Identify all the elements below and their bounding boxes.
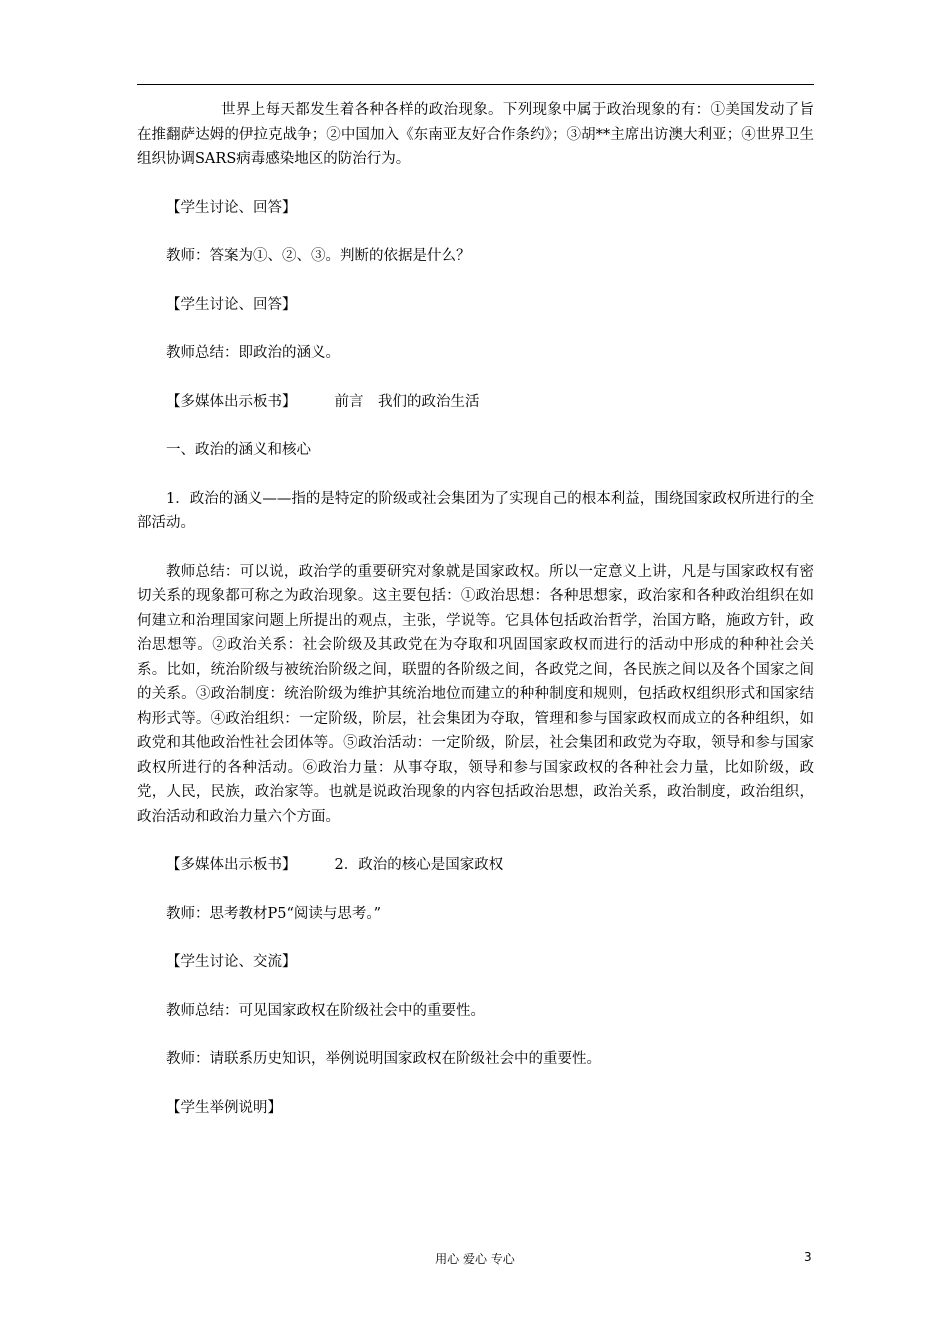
paragraph-teacher-think: 教师：思考教材P5“阅读与思考。” bbox=[166, 905, 382, 922]
header-rule bbox=[137, 84, 814, 85]
paragraph-definition: 1．政治的涵义——指的是特定的阶级或社会集团为了实现自己的根本利益，围绕国家政权所进行的全部活动。 bbox=[137, 490, 814, 531]
board-label: 【多媒体出示板书】 bbox=[166, 857, 297, 873]
board-text: 前言 我们的政治生活 bbox=[334, 393, 480, 410]
paragraph-student-exchange: 【学生讨论、交流】 bbox=[166, 954, 297, 970]
paragraph-board-2 bbox=[137, 853, 814, 878]
paragraph-long-summary: 教师总结：可以说，政治学的重要研究对象就是国家政权。所以一定意义上讲，凡是与国家政权有密切关系的现象都可称之为政治现象。这主要包括：①政治思想：各种思想家，政治家和各种政治组织在如何建立和治理国家问题上所提出的观点，主张，学说等。它具体包括政治哲学，治国方略，施政方针，政治思想等。②政治关系：社会阶级及其政党在为夺取和巩固国家政权而进行的活动中形成的种种社会关系。比如，统治阶级与被统治阶级之间，联盟的各阶级之间，各政党之间，各民族之间以及各个国家之间的关系。③政治制度：统治阶级为维护其统治地位而建立的种种制度和规则，包括政权组织形式和国家结构形式等。④政治组织：一定阶级，阶层，社会集团为夺取，管理和参与国家政权而成立的各种组织，如政党和其他政治性社会团体等。⑤政治活动：一定阶级，阶层，社会集团和政党为夺取，领导和参与国家政权所进行的各种活动。⑥政治力量：从事夺取，领导和参与国家政权的各种社会力量，比如阶级，政党，人民，民族，政治家等。也就是说政治现象的内容包括政治思想，政治关系，政治制度，政治组织，政治活动和政治力量六个方面。 bbox=[137, 563, 814, 825]
paragraph-teacher-importance: 教师总结：可见国家政权在阶级社会中的重要性。 bbox=[166, 1002, 485, 1019]
board-text: 2．政治的核心是国家政权 bbox=[334, 857, 504, 873]
board-label: 【多媒体出示板书】 bbox=[166, 393, 297, 410]
paragraph-teacher-summary: 教师总结：即政治的涵义。 bbox=[166, 345, 340, 361]
section-heading: 一、政治的涵义和核心 bbox=[166, 442, 311, 458]
paragraph-student-examples: 【学生举例说明】 bbox=[166, 1099, 282, 1116]
paragraph-student-discussion-2: 【学生讨论、回答】 bbox=[166, 296, 297, 313]
document-body bbox=[137, 98, 814, 1144]
page-number: 3 bbox=[804, 1250, 812, 1264]
paragraph-board-1 bbox=[137, 390, 814, 415]
paragraph-student-discussion: 【学生讨论、回答】 bbox=[166, 199, 297, 216]
footer-slogan: 用心 爱心 专心 bbox=[435, 1252, 515, 1266]
paragraph-intro: 世界上每天都发生着各种各样的政治现象。下列现象中属于政治现象的有：①美国发动了旨在推翻萨达姆的伊拉克战争；②中国加入《东南亚友好合作条约》；③胡**主席出访澳大利亚；④世界卫生组织协调SARS病毒感染地区的防治行为。 bbox=[137, 102, 814, 167]
paragraph-teacher-history: 教师：请联系历史知识，举例说明国家政权在阶级社会中的重要性。 bbox=[166, 1051, 601, 1067]
paragraph-teacher-answer: 教师：答案为①、②、③。判断的依据是什么？ bbox=[166, 248, 471, 264]
